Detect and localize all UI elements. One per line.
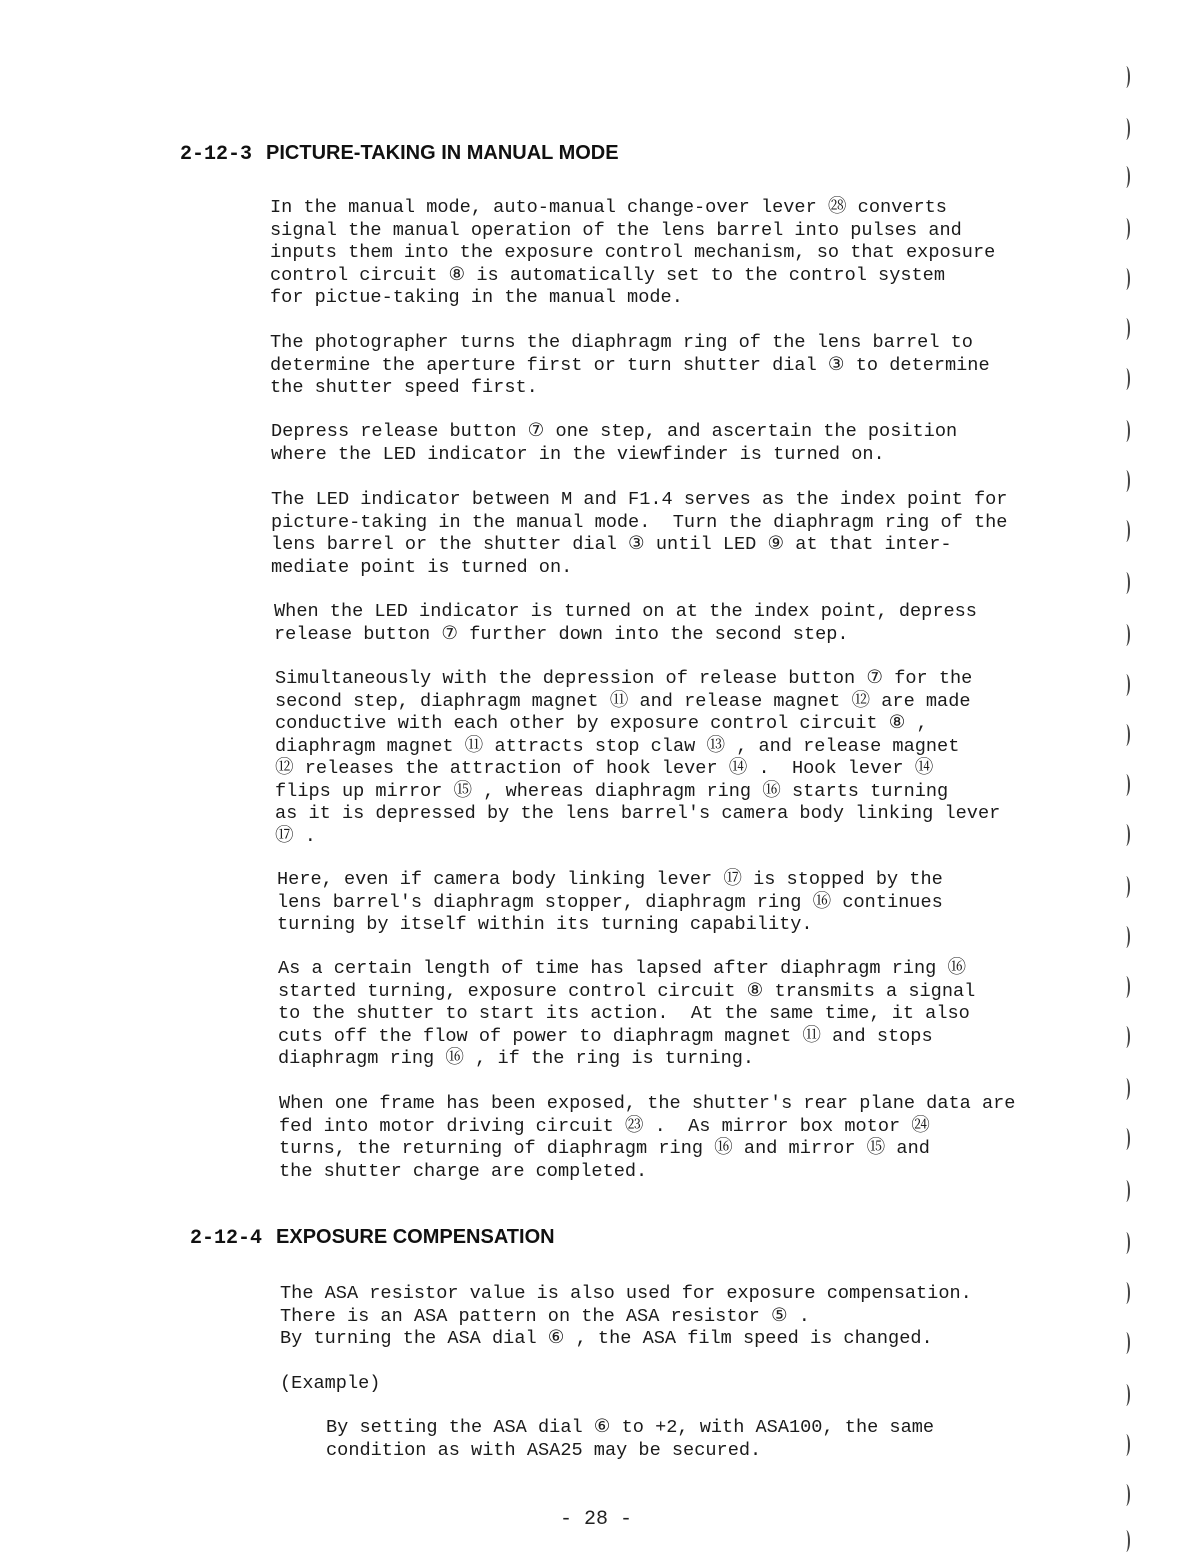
paragraph-example-label: (Example) <box>280 1373 381 1394</box>
paragraph-asa-resistor: The ASA resistor value is also used for exposure compensation. There is an ASA pattern on the ASA resistor ⑤ . By turning the ASA dial ⑥ , the ASA film speed is changed. <box>280 1283 972 1349</box>
binder-hole-mark <box>1122 368 1130 390</box>
page-number: - 28 - <box>560 1508 633 1531</box>
section-title: PICTURE-TAKING IN MANUAL MODE <box>266 142 619 164</box>
binder-hole-mark <box>1122 318 1130 340</box>
paragraph-magnet-sequence: Simultaneously with the depression of release button ⑦ for the second step, diaphragm magnet ⑪ and release magnet ⑫ are made conductive with each other by exposure control circuit ⑧ , diaphragm magnet ⑪ attracts stop claw ⑬ , and release magnet ⑫ releases the attraction of hook lever ⑭ . Hook lever ⑭ flips up mirror ⑮ , whereas diaphragm ring ⑯ starts turning as it is depressed by the lens barrel's camera body linking lever ⑰ . <box>275 668 1001 847</box>
binder-hole-mark <box>1122 118 1130 140</box>
section-title: EXPOSURE COMPENSATION <box>276 1226 555 1248</box>
binder-hole-mark <box>1122 1282 1130 1304</box>
binder-hole-mark <box>1122 520 1130 542</box>
paragraph-linking-lever: Here, even if camera body linking lever ⑰ is stopped by the lens barrel's diaphragm stopper, diaphragm ring ⑯ continues turning by itself within its turning capability. <box>277 869 943 935</box>
paragraph-example-asa-dial: By setting the ASA dial ⑥ to +2, with ASA100, the same condition as with ASA25 may be secured. <box>326 1417 935 1461</box>
binder-hole-mark <box>1122 218 1130 240</box>
binder-hole-mark <box>1122 420 1130 442</box>
section-heading-2-12-3 <box>180 142 619 166</box>
paragraph-manual-mode-intro: In the manual mode, auto-manual change-over lever ㉘ converts signal the manual operation of the lens barrel into pulses and inputs them into the exposure control mechanism, so that exposure control circuit ⑧ is automatically set to the control system for pictue-taking in the manual mode. <box>270 197 996 308</box>
binder-hole-mark <box>1122 166 1130 188</box>
paragraph-depress-release-button: Depress release button ⑦ one step, and ascertain the position where the LED indicator in the viewfinder is turned on. <box>271 421 958 465</box>
binder-hole-mark <box>1122 1530 1130 1552</box>
binder-hole-mark <box>1122 1128 1130 1150</box>
paragraph-led-index-point: The LED indicator between M and F1.4 serves as the index point for picture-taking in the manual mode. Turn the diaphragm ring of the lens barrel or the shutter dial ③ until LED ⑨ at that inter- mediate point is turned on. <box>271 489 1008 578</box>
paragraph-second-step: When the LED indicator is turned on at the index point, depress release button ⑦ further down into the second step. <box>274 601 977 645</box>
paragraph-frame-exposed: When one frame has been exposed, the shutter's rear plane data are fed into motor driving circuit ㉓ . As mirror box motor ㉔ turns, the returning of diaphragm ring ⑯ and mirror ⑮ and the shutter charge are completed. <box>279 1093 1016 1182</box>
binder-hole-mark <box>1122 66 1130 88</box>
binder-hole-mark <box>1122 876 1130 898</box>
binder-hole-mark <box>1122 1434 1130 1456</box>
binder-hole-mark <box>1122 470 1130 492</box>
paragraph-aperture-or-shutter: The photographer turns the diaphragm ring of the lens barrel to determine the aperture first or turn shutter dial ③ to determine the shutter speed first. <box>270 332 990 398</box>
binder-hole-mark <box>1122 1078 1130 1100</box>
binder-hole-mark <box>1122 268 1130 290</box>
section-number: 2-12-4 <box>190 1227 263 1250</box>
binder-hole-mark <box>1122 1026 1130 1048</box>
binder-hole-mark <box>1122 774 1130 796</box>
binder-hole-mark <box>1122 572 1130 594</box>
binder-hole-mark <box>1122 624 1130 646</box>
binder-hole-mark <box>1122 926 1130 948</box>
binder-hole-mark <box>1122 724 1130 746</box>
binder-hole-mark <box>1122 1232 1130 1254</box>
binder-hole-mark <box>1122 674 1130 696</box>
binder-hole-mark <box>1122 1384 1130 1406</box>
binder-hole-mark <box>1122 976 1130 998</box>
section-heading-2-12-4 <box>190 1226 555 1250</box>
binder-hole-mark <box>1122 1484 1130 1506</box>
binder-hole-mark <box>1122 1332 1130 1354</box>
binder-hole-mark <box>1122 824 1130 846</box>
section-number: 2-12-3 <box>180 143 253 166</box>
paragraph-shutter-signal: As a certain length of time has lapsed after diaphragm ring ⑯ started turning, exposure control circuit ⑧ transmits a signal to the shutter to start its action. At the same time, it also cuts off the flow of power to diaphragm magnet ⑪ and stops diaphragm ring ⑯ , if the ring is turning. <box>278 958 976 1069</box>
binder-hole-mark <box>1122 1180 1130 1202</box>
